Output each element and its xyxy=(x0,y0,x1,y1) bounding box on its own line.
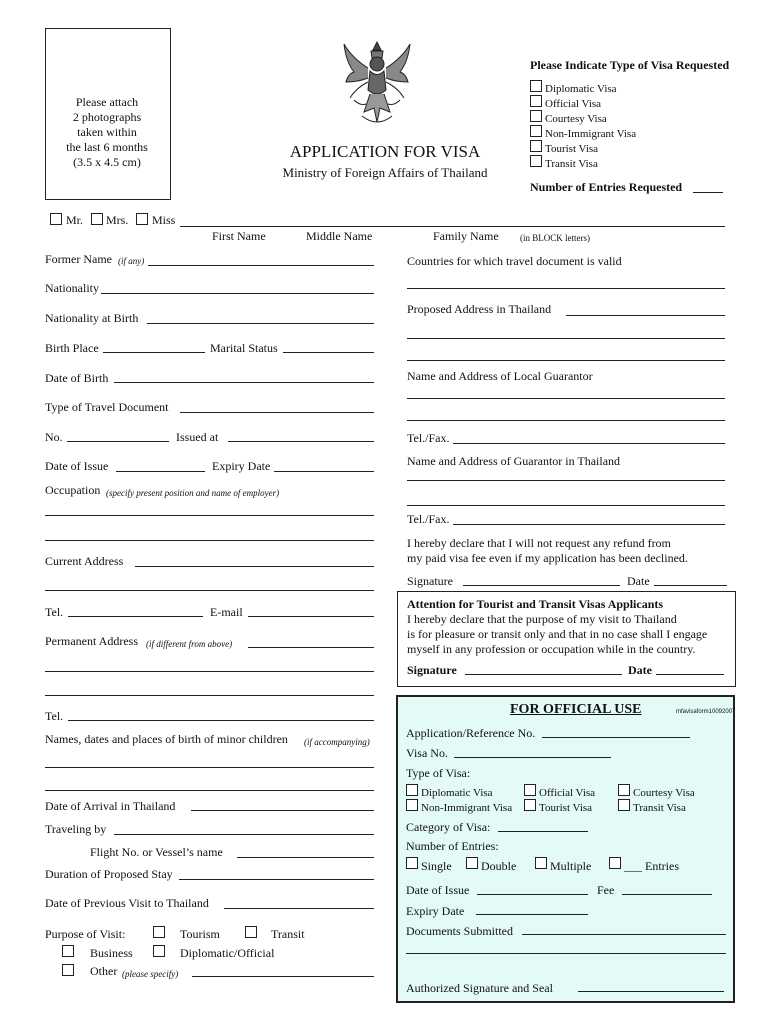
proposed-address-field-line2[interactable] xyxy=(407,338,725,339)
label-date: Date xyxy=(627,574,650,588)
official-checkbox-tourist[interactable] xyxy=(524,799,536,811)
label-official-date-of-issue: Date of Issue xyxy=(406,883,470,897)
label-current-address: Current Address xyxy=(45,554,124,568)
form-code: mfavisaform10092007 xyxy=(676,709,736,715)
previous-visit-field[interactable] xyxy=(224,908,374,909)
official-checkbox-diplomatic[interactable] xyxy=(406,784,418,796)
visa-no-field[interactable] xyxy=(454,757,611,758)
label-tel-permanent: Tel. xyxy=(45,709,64,723)
label-minor-children: Names, dates and places of birth of minor children xyxy=(45,732,288,746)
documents-field[interactable] xyxy=(522,934,726,935)
label-tourism: Tourism xyxy=(180,927,220,941)
label-double: Double xyxy=(481,859,517,873)
label-multiple: Multiple xyxy=(550,859,592,873)
former-name-note: (if any) xyxy=(118,256,145,266)
label-courtesy-visa: Courtesy Visa xyxy=(545,113,607,125)
label-proposed-address: Proposed Address in Thailand xyxy=(407,302,552,316)
tel-field[interactable] xyxy=(68,616,203,617)
label-official-visa: Official Visa xyxy=(545,98,602,110)
countries-valid-field[interactable] xyxy=(407,288,725,289)
label-occupation: Occupation xyxy=(45,483,101,497)
checkbox-business[interactable] xyxy=(62,945,74,957)
email-field[interactable] xyxy=(248,616,374,617)
official-checkbox-courtesy[interactable] xyxy=(618,784,630,796)
authorized-signature-field[interactable] xyxy=(578,991,724,992)
label-authorized: Authorized Signature and Seal xyxy=(406,981,553,995)
travel-doc-type-field[interactable] xyxy=(180,412,374,413)
attention-heading: Attention for Tourist and Transit Visas Applicants xyxy=(407,597,664,611)
checkbox-diplomatic-visa[interactable] xyxy=(530,80,542,92)
attention-date-field[interactable] xyxy=(656,674,724,675)
label-issued-at: Issued at xyxy=(176,430,219,444)
occupation-note: (specify present position and name of employer) xyxy=(106,488,280,498)
label-birth-place: Birth Place xyxy=(45,341,99,355)
minor-children-field-line2[interactable] xyxy=(45,790,374,791)
label-type-of-visa: Type of Visa: xyxy=(406,766,471,780)
official-checkbox-non-immigrant[interactable] xyxy=(406,799,418,811)
checkbox-other[interactable] xyxy=(62,964,74,976)
label-transit-visa: Transit Visa xyxy=(545,158,598,170)
permanent-address-note: (if different from above) xyxy=(146,639,233,649)
minor-children-field-line1[interactable] xyxy=(45,767,374,768)
checkbox-mr[interactable] xyxy=(50,213,62,225)
guarantor-thailand-field-line2[interactable] xyxy=(407,505,725,506)
guarantor-thailand-field-line1[interactable] xyxy=(407,480,725,481)
entries-requested-field[interactable] xyxy=(693,192,723,193)
minor-children-note: (if accompanying) xyxy=(304,737,370,747)
label-transit: Transit xyxy=(271,927,305,941)
attention-line3: myself in any profession or occupation while in the country. xyxy=(407,642,696,656)
arrival-date-field[interactable] xyxy=(191,810,374,811)
label-permanent-address: Permanent Address xyxy=(45,634,138,648)
label-official-expiry-date: Expiry Date xyxy=(406,904,465,918)
signature-field[interactable] xyxy=(463,585,620,586)
label-family-name: Family Name xyxy=(433,229,499,243)
proposed-address-field[interactable] xyxy=(566,315,725,316)
attention-date-label: Date xyxy=(628,663,652,677)
label-visa-no: Visa No. xyxy=(406,746,448,760)
official-use-heading: FOR OFFICIAL USE xyxy=(510,702,642,717)
label-arrival-date: Date of Arrival in Thailand xyxy=(45,799,176,813)
official-date-of-issue-field[interactable] xyxy=(477,894,588,895)
attention-line2: is for pleasure or transit only and that in no case shall I engage xyxy=(407,627,708,641)
label-non-immigrant-visa: Non-Immigrant Visa xyxy=(545,128,637,140)
current-address-field-line2[interactable] xyxy=(45,590,374,591)
label-doc-no: No. xyxy=(45,430,63,444)
attention-signature-label: Signature xyxy=(407,663,457,677)
label-entries: ___ Entries xyxy=(624,859,679,873)
traveling-by-field[interactable] xyxy=(114,834,374,835)
proposed-address-field-line3[interactable] xyxy=(407,360,725,361)
label-documents: Documents Submitted xyxy=(406,924,513,938)
official-label-tourist: Tourist Visa xyxy=(539,802,593,814)
label-former-name: Former Name xyxy=(45,252,112,266)
doc-no-field[interactable] xyxy=(67,441,169,442)
full-name-field[interactable] xyxy=(180,226,725,227)
checkbox-tourist-visa[interactable] xyxy=(530,140,542,152)
refund-declaration-line2: my paid visa fee even if my application has been declined. xyxy=(407,551,688,565)
fee-field[interactable] xyxy=(622,894,712,895)
label-tel: Tel. xyxy=(45,605,64,619)
date-of-issue-field[interactable] xyxy=(116,471,205,472)
checkbox-transit[interactable] xyxy=(245,926,257,938)
local-guarantor-field-line1[interactable] xyxy=(407,398,725,399)
label-other: Other xyxy=(90,964,118,978)
label-fee: Fee xyxy=(597,883,615,897)
label-traveling-by: Traveling by xyxy=(45,822,107,836)
date-field[interactable] xyxy=(654,585,727,586)
label-single: Single xyxy=(421,859,452,873)
official-checkbox-multiple[interactable] xyxy=(535,857,547,869)
permanent-address-field[interactable] xyxy=(248,647,374,648)
label-date-of-issue: Date of Issue xyxy=(45,459,109,473)
label-email: E-mail xyxy=(210,605,243,619)
official-label-non-immigrant: Non-Immigrant Visa xyxy=(421,802,513,814)
app-ref-field[interactable] xyxy=(542,737,690,738)
refund-declaration-line1: I hereby declare that I will not request any refund from xyxy=(407,536,671,550)
duration-field[interactable] xyxy=(179,879,374,880)
label-diplomatic-visa: Diplomatic Visa xyxy=(545,83,617,95)
label-marital-status: Marital Status xyxy=(210,341,278,355)
entries-requested-label: Number of Entries Requested xyxy=(530,180,683,194)
other-purpose-field[interactable] xyxy=(192,976,374,977)
label-first-name: First Name xyxy=(212,229,266,243)
label-purpose: Purpose of Visit: xyxy=(45,927,126,941)
label-nationality-birth: Nationality at Birth xyxy=(45,311,139,325)
checkbox-courtesy-visa[interactable] xyxy=(530,110,542,122)
label-travel-doc-type: Type of Travel Document xyxy=(45,400,169,414)
label-miss: Miss xyxy=(152,213,176,227)
official-checkbox-official[interactable] xyxy=(524,784,536,796)
official-label-transit: Transit Visa xyxy=(633,802,686,814)
checkbox-official-visa[interactable] xyxy=(530,95,542,107)
label-previous-visit: Date of Previous Visit to Thailand xyxy=(45,896,209,910)
marital-status-field[interactable] xyxy=(283,352,374,353)
label-duration: Duration of Proposed Stay xyxy=(45,867,173,881)
label-diplomatic-official: Diplomatic/Official xyxy=(180,946,275,960)
official-checkbox-entries[interactable] xyxy=(609,857,621,869)
attention-signature-field[interactable] xyxy=(465,674,622,675)
flight-no-field[interactable] xyxy=(237,857,374,858)
official-label-courtesy: Courtesy Visa xyxy=(633,787,695,799)
former-name-field[interactable] xyxy=(148,265,374,266)
official-checkbox-double[interactable] xyxy=(466,857,478,869)
checkbox-mrs[interactable] xyxy=(91,213,103,225)
label-category: Category of Visa: xyxy=(406,820,491,834)
label-business: Business xyxy=(90,946,133,960)
label-mr: Mr. xyxy=(66,213,84,227)
occupation-field-line1[interactable] xyxy=(45,515,374,516)
label-tel-fax-local: Tel./Fax. xyxy=(407,431,450,445)
birth-place-field[interactable] xyxy=(103,352,205,353)
issued-at-field[interactable] xyxy=(228,441,374,442)
attention-line1: I hereby declare that the purpose of my visit to Thailand xyxy=(407,612,677,626)
official-checkbox-single[interactable] xyxy=(406,857,418,869)
tel-permanent-field[interactable] xyxy=(68,720,374,721)
tel-fax-local-field[interactable] xyxy=(453,443,725,444)
tel-fax-guarantor-field[interactable] xyxy=(453,524,725,525)
label-tel-fax-guarantor: Tel./Fax. xyxy=(407,512,450,526)
official-expiry-date-field[interactable] xyxy=(476,914,588,915)
photo-instructions: Please attach 2 photographs taken within the last 6 months (3.5 x 4.5 cm) xyxy=(66,95,148,169)
garuda-emblem-icon xyxy=(340,38,414,130)
checkbox-diplomatic-official[interactable] xyxy=(153,945,165,957)
permanent-address-field-line3[interactable] xyxy=(45,695,374,696)
current-address-field[interactable] xyxy=(135,566,374,567)
nationality-field[interactable] xyxy=(101,293,374,294)
label-date-of-birth: Date of Birth xyxy=(45,371,109,385)
label-signature: Signature xyxy=(407,574,453,588)
checkbox-miss[interactable] xyxy=(136,213,148,225)
form-subtitle: Ministry of Foreign Affairs of Thailand xyxy=(282,165,488,180)
occupation-field-line2[interactable] xyxy=(45,540,374,541)
label-expiry-date: Expiry Date xyxy=(212,459,271,473)
checkbox-non-immigrant-visa[interactable] xyxy=(530,125,542,137)
local-guarantor-field-line2[interactable] xyxy=(407,420,725,421)
checkbox-tourism[interactable] xyxy=(153,926,165,938)
label-flight-no: Flight No. or Vessel’s name xyxy=(90,845,223,859)
permanent-address-field-line2[interactable] xyxy=(45,671,374,672)
label-app-ref: Application/Reference No. xyxy=(406,726,536,740)
form-title: APPLICATION FOR VISA xyxy=(289,142,481,161)
category-field[interactable] xyxy=(498,831,588,832)
documents-field-line2[interactable] xyxy=(406,953,726,954)
expiry-date-field[interactable] xyxy=(274,471,374,472)
nationality-birth-field[interactable] xyxy=(147,323,374,324)
label-num-entries: Number of Entries: xyxy=(406,839,499,853)
label-nationality: Nationality xyxy=(45,281,99,295)
official-label-diplomatic: Diplomatic Visa xyxy=(421,787,493,799)
checkbox-transit-visa[interactable] xyxy=(530,155,542,167)
other-note: (please specify) xyxy=(122,969,179,979)
official-label-official: Official Visa xyxy=(539,787,596,799)
date-of-birth-field[interactable] xyxy=(114,382,374,383)
label-guarantor-thailand: Name and Address of Guarantor in Thailand xyxy=(407,454,621,468)
label-countries-valid: Countries for which travel document is valid xyxy=(407,254,622,268)
label-local-guarantor: Name and Address of Local Guarantor xyxy=(407,369,593,383)
block-letters-note: (in BLOCK letters) xyxy=(520,233,590,243)
label-tourist-visa: Tourist Visa xyxy=(545,143,599,155)
label-mrs: Mrs. xyxy=(106,213,129,227)
visa-request-heading: Please Indicate Type of Visa Requested xyxy=(530,58,730,72)
label-middle-name: Middle Name xyxy=(306,229,373,243)
official-checkbox-transit[interactable] xyxy=(618,799,630,811)
